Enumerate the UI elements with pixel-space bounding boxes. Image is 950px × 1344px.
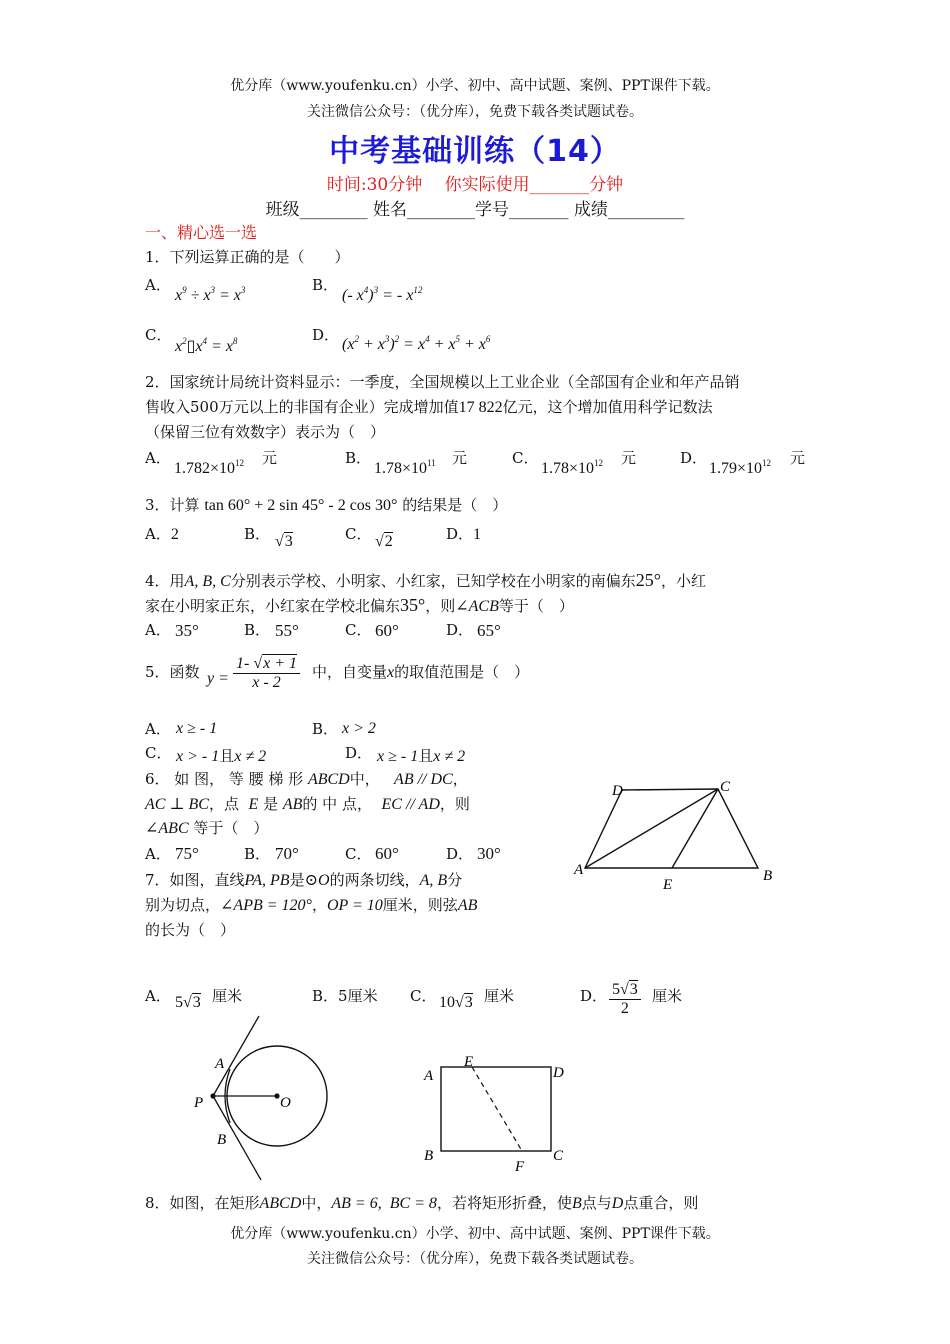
q5-option-b: x > 2 bbox=[342, 720, 376, 737]
q3-stem-a: 3．计算 bbox=[145, 496, 200, 514]
q6-label-b: B． bbox=[244, 845, 271, 863]
q4-line-1c: ，小红 bbox=[660, 572, 706, 590]
q7-option-b bbox=[312, 985, 378, 1006]
q2-label-d: D． bbox=[680, 449, 708, 467]
q6-ec-parallel-ad: EC // AD bbox=[381, 796, 440, 813]
q7-label-b: B． bbox=[312, 987, 339, 1005]
q5-fraction: $\frac{1- √x + 1}{x - 2}$ bbox=[233, 655, 300, 692]
q6-option-c: 60° bbox=[375, 844, 399, 863]
q6-option-b: 70° bbox=[275, 844, 299, 863]
q1-option-c: $x^2▯x^4 = x^8$ bbox=[175, 336, 238, 355]
q5-label-b: B． bbox=[312, 720, 339, 738]
q3-value-d: 1 bbox=[473, 526, 482, 543]
label-a: A bbox=[574, 862, 584, 878]
q6-option-a: 75° bbox=[175, 844, 199, 863]
q7-label-c: C． bbox=[410, 987, 437, 1005]
q6-line-2d: ，则 bbox=[439, 795, 470, 813]
q6-ab: AB bbox=[282, 796, 303, 813]
q5-label-d: D． bbox=[345, 744, 373, 762]
fold-line-ef bbox=[472, 1067, 522, 1151]
q5-and-d: 且 bbox=[418, 749, 434, 765]
label-e: E bbox=[464, 1054, 474, 1070]
label-p: P bbox=[194, 1095, 204, 1111]
q7-a-b: A, B bbox=[419, 872, 448, 889]
q2-unit-b: 元 bbox=[452, 449, 468, 467]
q5-stem-c: 的取值范围是（ ） bbox=[394, 663, 530, 681]
label-d: D bbox=[612, 783, 623, 799]
q4-line-2a: 家在小明家正东，小红家在学校北偏东 bbox=[145, 597, 401, 615]
q7-line-2a: 别为切点， bbox=[145, 896, 221, 914]
q2-line-2 bbox=[145, 396, 713, 417]
q1-label-d: D． bbox=[312, 326, 340, 344]
q2-label-a: A． bbox=[145, 449, 171, 467]
q2-option-c: $1.78\times 10^{12}$ bbox=[541, 458, 604, 477]
q6-abcd: ABCD bbox=[307, 771, 350, 788]
q6-line-2b: 是 bbox=[263, 795, 279, 813]
q3-label-c: C． bbox=[345, 525, 372, 543]
q7-line-1d: 分 bbox=[447, 871, 463, 889]
section-heading: 一、精心选一选 bbox=[145, 223, 258, 242]
page-title: 中考基础训练（14） bbox=[329, 134, 621, 169]
q4-line-1a: 4．用 bbox=[145, 572, 185, 590]
q7-line-1 bbox=[145, 869, 462, 890]
q6-line-1b: 中， bbox=[349, 770, 380, 788]
q6-line-2 bbox=[145, 793, 470, 814]
q3-expression: tan 60° + 2 sin 45° - 2 cos 30° bbox=[204, 497, 398, 514]
q4-label-c: C． bbox=[345, 621, 372, 639]
q4-line-2c: 等于（ ） bbox=[498, 597, 574, 615]
student-info-line: 班级________ 姓名________学号_______ 成绩_________ bbox=[265, 200, 685, 220]
q1-label-a: A． bbox=[145, 276, 171, 294]
q7-angle-apb: ∠APB = 120° bbox=[220, 897, 312, 914]
q6-ab-parallel-dc: AB // DC bbox=[394, 771, 453, 788]
q2-line-2b: 亿元，这个增加值用科学记数法 bbox=[502, 398, 713, 416]
q7-unit-c: 厘米 bbox=[484, 987, 515, 1005]
q7-line-1a: 7．如图，直线 bbox=[145, 871, 245, 889]
q4-option-b: 55° bbox=[275, 621, 299, 640]
q8-line-1e: 点重合，则 bbox=[623, 1194, 699, 1212]
q3-value-a: 2 bbox=[170, 526, 179, 543]
tangent-circle-figure bbox=[190, 1010, 340, 1185]
q7-value-b: 5厘米 bbox=[338, 987, 378, 1005]
q4-angle-acb: ∠ACB bbox=[455, 598, 499, 615]
label-f: F bbox=[515, 1159, 525, 1175]
q7-unit-a: 厘米 bbox=[212, 987, 243, 1005]
q8-line-1d: 点与 bbox=[581, 1194, 612, 1212]
q7-unit-d: 厘米 bbox=[652, 987, 683, 1005]
time-line: 时间:30分钟 你实际使用_______分钟 bbox=[326, 175, 624, 195]
diagonal-ac bbox=[585, 789, 718, 868]
q4-option-a: 35° bbox=[175, 621, 199, 640]
q5-stem-a: 5．函数 bbox=[145, 663, 200, 681]
header-line-1: 优分库（www.youfenku.cn）小学、初中、高中试题、案例、PPT课件下载。 bbox=[230, 78, 720, 94]
q8-abcd: ABCD bbox=[259, 1195, 302, 1212]
q2-line-1: 2．国家统计局统计资料显示：一季度，全国规模以上工业企业（全部国有企业和年产品销 bbox=[145, 373, 740, 391]
q4-label-b: B． bbox=[244, 621, 271, 639]
q6-option-d: 30° bbox=[477, 844, 501, 863]
q4-option-c: 60° bbox=[375, 621, 399, 640]
q4-label-a: A． bbox=[145, 621, 171, 639]
q6-line-3-text: 等于（ ） bbox=[193, 819, 269, 837]
q4-line-1 bbox=[145, 570, 706, 591]
q6-line-1a: 6． 如 图， 等 腰 梯 形 bbox=[145, 770, 304, 788]
header-line-2: 关注微信公众号：（优分库），免费下载各类试题试卷。 bbox=[307, 104, 643, 120]
q7-circle-o: ⊙O bbox=[304, 872, 330, 889]
q4-line-1b: 分别表示学校、小明家、小红家，已知学校在小明家的南偏东 bbox=[230, 572, 636, 590]
q4-angle-35: 35° bbox=[400, 595, 426, 615]
q6-e: E bbox=[248, 796, 259, 813]
q8-line-1c: ，若将矩形折叠，使 bbox=[436, 1194, 572, 1212]
q6-line-2c: 的 中 点， bbox=[302, 795, 372, 813]
point-p bbox=[210, 1093, 215, 1098]
label-c: C bbox=[553, 1148, 564, 1164]
q2-line-3: （保留三位有效数字）表示为（ ） bbox=[145, 423, 386, 441]
q4-line-2 bbox=[145, 595, 574, 616]
q7-option-c: 10√3 bbox=[439, 994, 473, 1011]
q2-unit-a: 元 bbox=[262, 449, 278, 467]
q4-label-d: D． bbox=[446, 621, 474, 639]
q5-label-c: C． bbox=[145, 744, 172, 762]
q8-line-1 bbox=[145, 1192, 698, 1213]
q5-option-a: x ≥ - 1 bbox=[176, 720, 218, 737]
q6-ac-perp-bc: AC ⊥ BC bbox=[145, 796, 209, 813]
q5-option-d: x ≥ - 1且x ≠ 2 bbox=[377, 748, 466, 765]
label-b: B bbox=[217, 1132, 227, 1148]
q2-label-b: B． bbox=[345, 449, 372, 467]
q5-y-equals: y = bbox=[207, 670, 229, 687]
rectangle-fold-figure bbox=[418, 1050, 578, 1175]
q6-label-a: A． bbox=[145, 845, 171, 863]
q6-angle-abc: ∠ABC bbox=[145, 820, 189, 837]
trapezoid-outline bbox=[585, 789, 758, 868]
q1-label-c: C． bbox=[145, 326, 172, 344]
q4-points: A, B, C bbox=[184, 573, 231, 590]
q3-label-b: B． bbox=[244, 525, 271, 543]
q3-label-d: D． bbox=[446, 525, 474, 543]
q8-point-d: D bbox=[611, 1195, 624, 1212]
q7-line-2 bbox=[145, 894, 477, 915]
q2-option-b: $1.78\times 10^{11}$ bbox=[374, 458, 436, 477]
label-o: O bbox=[280, 1095, 291, 1111]
label-b: B bbox=[763, 868, 773, 884]
q3-option-b: √3 bbox=[275, 533, 293, 550]
q7-line-2c: 厘米，则弦 bbox=[382, 896, 458, 914]
q7-line-2b: ， bbox=[311, 896, 327, 914]
label-d: D bbox=[553, 1065, 564, 1081]
q5-stem-b: 中，自变量 bbox=[312, 663, 388, 681]
q7-line-1b: 是 bbox=[289, 871, 305, 889]
q8-lengths: AB = 6, BC = 8 bbox=[331, 1195, 437, 1212]
label-a: A bbox=[424, 1068, 434, 1084]
label-a: A bbox=[215, 1056, 225, 1072]
q7-line-3: 的长为（ ） bbox=[145, 921, 236, 939]
q3-stem bbox=[145, 494, 507, 515]
q3-label-a: A． bbox=[145, 525, 171, 543]
q4-line-2b: ，则 bbox=[425, 597, 456, 615]
q8-line-1b: 中， bbox=[301, 1194, 332, 1212]
q2-option-a: $1.782\times 10^{12}$ bbox=[174, 458, 245, 477]
q7-label-a: A． bbox=[145, 987, 171, 1005]
point-o bbox=[274, 1093, 279, 1098]
q3-option-d bbox=[446, 523, 481, 544]
q4-option-d: 65° bbox=[477, 621, 501, 640]
q5-and-c: 且 bbox=[219, 749, 235, 765]
q7-option-d: $\frac{5√3}{2}$ bbox=[609, 981, 641, 1018]
q5-option-c: x > - 1且x ≠ 2 bbox=[176, 748, 267, 765]
q1-option-d: $(x^2 + x^3)^2 = x^4 + x^5 + x^6$ bbox=[342, 334, 491, 353]
q6-line-2a: ，点 bbox=[208, 795, 239, 813]
footer-line-2: 关注微信公众号：（优分库），免费下载各类试题试卷。 bbox=[307, 1251, 643, 1267]
q5-var-x: x bbox=[387, 664, 395, 681]
q2-line-2a: 售收入500万元以上的非国有企业）完成增加值 bbox=[145, 398, 459, 416]
q8-point-b: B bbox=[571, 1195, 582, 1212]
q2-option-d: $1.79\times 10^{12}$ bbox=[709, 458, 772, 477]
q8-line-1a: 8．如图，在矩形 bbox=[145, 1194, 260, 1212]
q3-option-a bbox=[145, 523, 179, 544]
q7-line-1c: 的两条切线， bbox=[329, 871, 420, 889]
q1-option-a: $x^9 \div x^3 = x^3$ bbox=[175, 285, 246, 304]
q7-ab: AB bbox=[457, 897, 478, 914]
label-b: B bbox=[424, 1148, 434, 1164]
q6-line-3 bbox=[145, 817, 268, 838]
q5-stem-mid bbox=[312, 661, 529, 682]
q1-option-b: (- $x^4)^3$ = - $x^{12}$ bbox=[342, 285, 423, 304]
q7-op: OP = 10 bbox=[326, 897, 383, 914]
q7-label-d: D． bbox=[580, 987, 608, 1005]
q4-angle-25: 25° bbox=[635, 570, 661, 590]
q7-option-a: 5√3 bbox=[175, 994, 201, 1011]
q6-label-c: C． bbox=[345, 845, 372, 863]
footer-line-1: 优分库（www.youfenku.cn）小学、初中、高中试题、案例、PPT课件下载。 bbox=[230, 1226, 720, 1242]
label-c: C bbox=[720, 779, 731, 795]
q1-label-b: B． bbox=[312, 276, 339, 294]
rectangle-abcd bbox=[441, 1067, 551, 1151]
q7-pa-pb: PA, PB bbox=[244, 872, 290, 889]
q2-unit-c: 元 bbox=[621, 449, 637, 467]
q2-value: 17 822 bbox=[458, 399, 503, 416]
q5-label-a: A． bbox=[145, 720, 171, 738]
q3-stem-b: 的结果是（ ） bbox=[402, 496, 508, 514]
q2-unit-d: 元 bbox=[790, 449, 806, 467]
q6-line-1: 6． 如 图， 等 腰 梯 形 ABCD中， AB // DC， bbox=[145, 770, 468, 788]
q3-option-c: √2 bbox=[375, 533, 393, 550]
segment-ec bbox=[672, 789, 718, 868]
q2-label-c: C． bbox=[512, 449, 539, 467]
trapezoid-figure bbox=[568, 775, 788, 895]
q1-stem: 1．下列运算正确的是（ ） bbox=[145, 248, 350, 266]
label-e: E bbox=[663, 877, 673, 893]
q6-label-d: D． bbox=[446, 845, 474, 863]
